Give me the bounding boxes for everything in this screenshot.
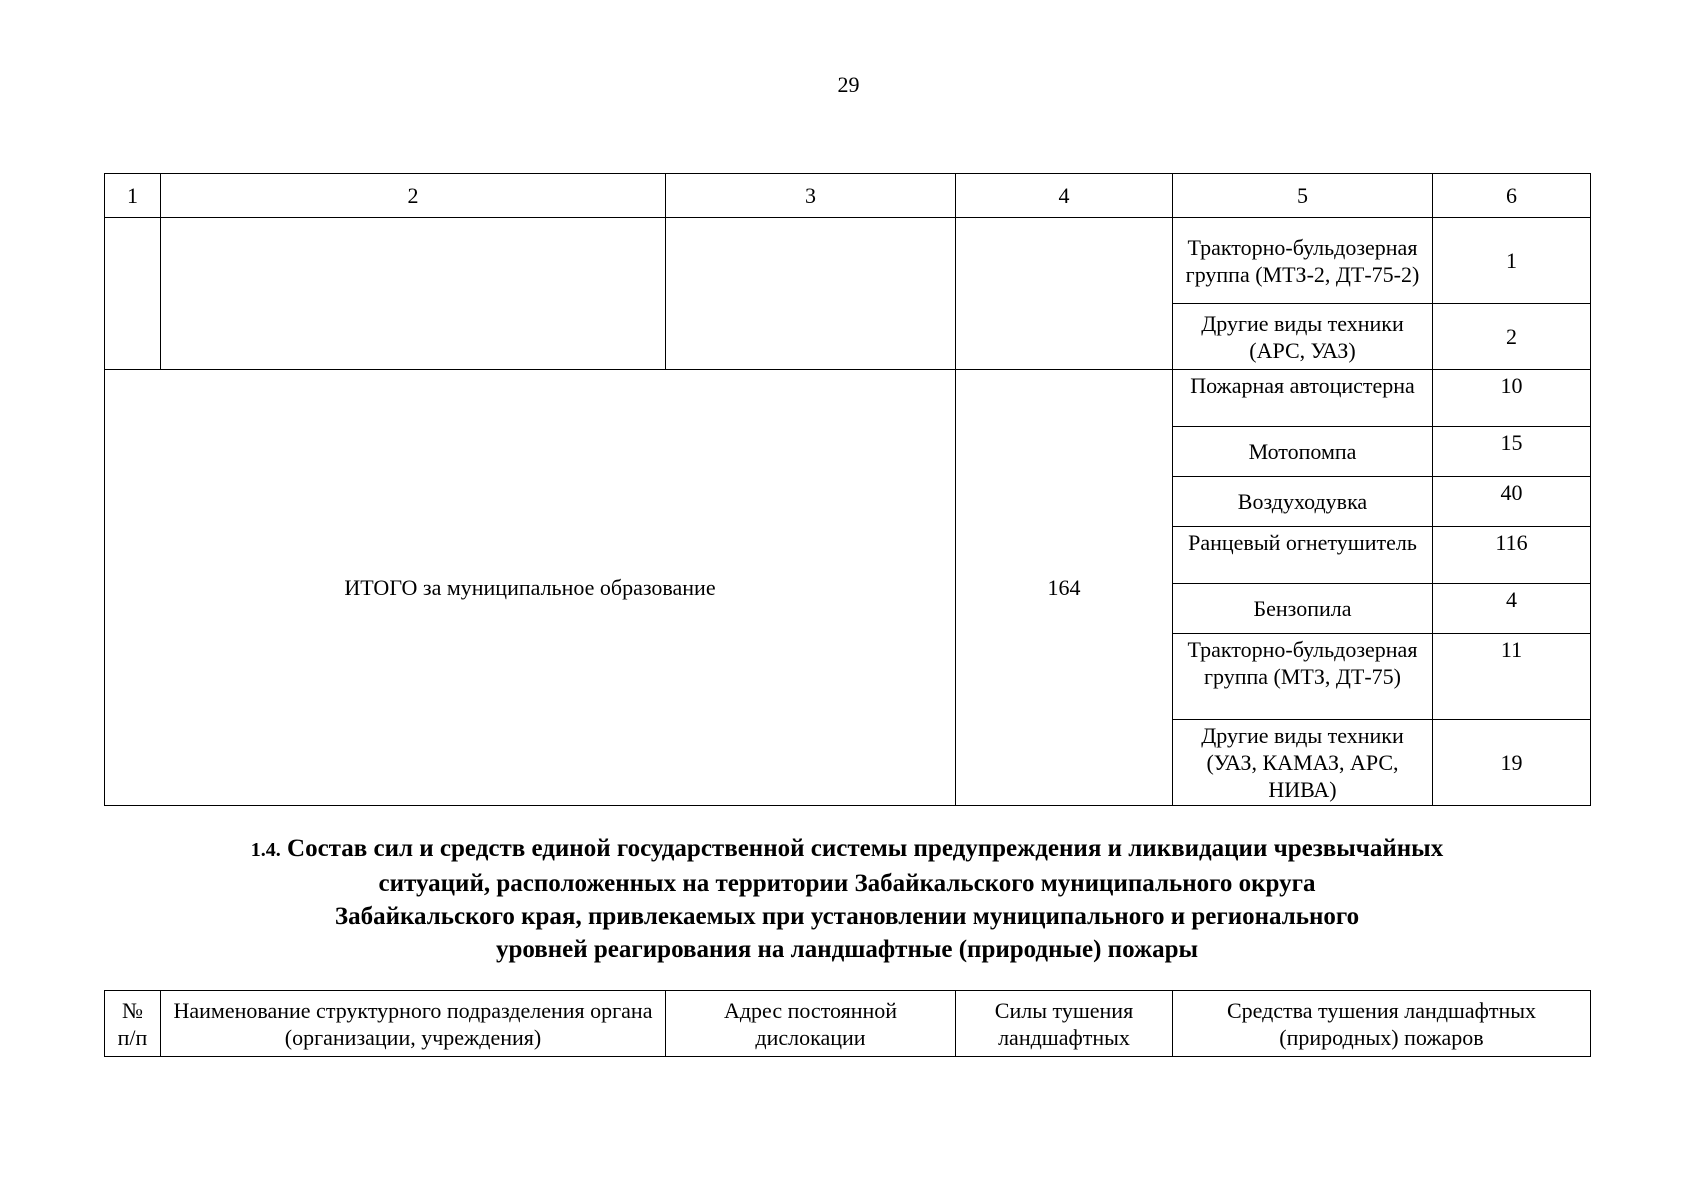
equipment-cell: Бензопила (1173, 584, 1433, 634)
count-cell: 2 (1433, 304, 1591, 370)
units-table-header (104, 990, 1591, 1057)
section-heading (104, 832, 1590, 966)
heading-text: Состав сил и средств единой государственной системы предупреждения и ликвидации чрезвычайных (287, 835, 1444, 862)
count-cell: 116 (1433, 527, 1591, 584)
heading-line: уровней реагирования на ландшафтные (природные) пожары (495, 936, 1199, 963)
total-label: ИТОГО за муниципальное образование (105, 370, 956, 806)
column-number: 1 (105, 174, 161, 218)
equipment-cell: Воздуходувка (1173, 477, 1433, 527)
count-cell: 4 (1433, 584, 1591, 634)
equipment-cell: Тракторно-бульдозерная группа (МТЗ, ДТ-75) (1173, 634, 1433, 720)
count-cell: 40 (1433, 477, 1591, 527)
equipment-cell: Ранцевый огнетушитель (1173, 527, 1433, 584)
count-cell: 10 (1433, 370, 1591, 427)
equipment-cell: Мотопомпа (1173, 427, 1433, 477)
column-number-row (105, 174, 1591, 218)
column-number: 2 (161, 174, 666, 218)
empty-cell (105, 218, 161, 370)
column-number: 4 (956, 174, 1173, 218)
column-number: 6 (1433, 174, 1591, 218)
equipment-cell: Пожарная автоцистерна (1173, 370, 1433, 427)
empty-cell (666, 218, 956, 370)
table-row (105, 218, 1591, 304)
header-cell: № п/п (105, 991, 161, 1057)
page-number: 29 (837, 72, 860, 97)
heading-line: ситуаций, расположенных на территории Забайкальского муниципального округа (378, 870, 1316, 897)
section-number: 1.4. (250, 839, 281, 861)
count-cell: 19 (1433, 720, 1591, 806)
empty-cell (161, 218, 666, 370)
header-row (105, 991, 1591, 1057)
forces-table (104, 173, 1591, 806)
header-cell: Средства тушения ландшафтных (природных) пожаров (1173, 991, 1591, 1057)
equipment-cell: Тракторно-бульдозерная группа (МТЗ-2, ДТ-75-2) (1173, 218, 1433, 304)
heading-line-1 (104, 832, 1590, 867)
heading-line: Забайкальского края, привлекаемых при установлении муниципального и регионального (334, 903, 1360, 930)
count-cell: 11 (1433, 634, 1591, 720)
count-cell: 1 (1433, 218, 1591, 304)
header-cell: Адрес постоянной дислокации (666, 991, 956, 1057)
column-number: 3 (666, 174, 956, 218)
count-cell: 15 (1433, 427, 1591, 477)
total-forces: 164 (956, 370, 1173, 806)
column-number: 5 (1173, 174, 1433, 218)
header-cell: Силы тушения ландшафтных (956, 991, 1173, 1057)
header-cell: Наименование структурного подразделения органа (организации, учреждения) (161, 991, 666, 1057)
empty-cell (956, 218, 1173, 370)
equipment-cell: Другие виды техники (УАЗ, КАМАЗ, АРС, НИВА) (1173, 720, 1433, 806)
table-row (105, 370, 1591, 427)
equipment-cell: Другие виды техники (АРС, УАЗ) (1173, 304, 1433, 370)
